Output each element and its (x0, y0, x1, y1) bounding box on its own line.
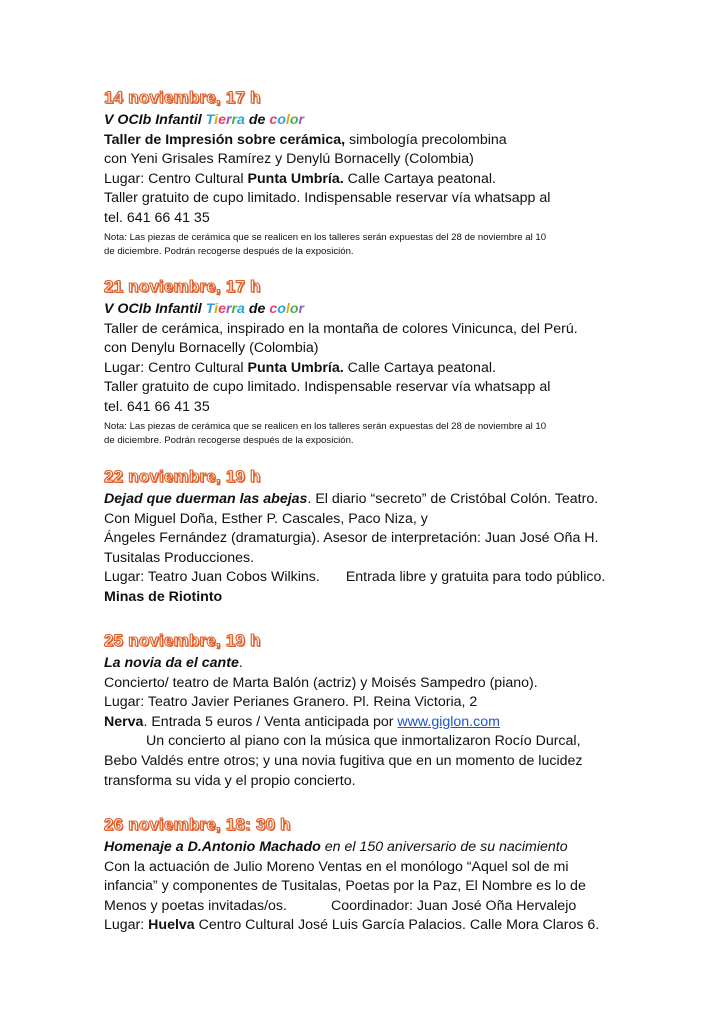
event-description: Taller de cerámica, inspirado en la montaña de colores Vinicunca, del Perú. (104, 320, 578, 337)
series-letter: l (285, 301, 290, 317)
event-tickets: Nerva. Entrada 5 euros / Venta anticipada por www.giglon.com (104, 713, 500, 730)
event-title: Dejad que duerman las abejas. El diario “secreto” de Cristóbal Colón. Teatro. (104, 491, 599, 507)
event-date: 25 noviembre, 19 h (104, 631, 261, 650)
event-note: Nota: Las piezas de cerámica que se realicen en los talleres serán expuestas del 28 de noviembre al 10 (104, 420, 547, 432)
event-cast: Con Miguel Doña, Esther P. Cascales, Paco Niza, y (104, 510, 428, 527)
event-place: Lugar: Centro Cultural Punta Umbría. Calle Cartaya peatonal. (104, 359, 496, 376)
event-with: con Yeni Grisales Ramírez y Denylú Bornacelly (Colombia) (104, 151, 474, 168)
event-place: Lugar: Huelva Centro Cultural José Luis García Palacios. Calle Mora Claros 6. (104, 917, 600, 934)
series-letter: e (218, 301, 226, 317)
event-with: con Denylu Bornacelly (Colombia) (104, 340, 319, 357)
series-letter: o (277, 301, 286, 317)
event-summary: Bebo Valdés entre otros; y una novia fugitiva que en un momento de lucidez (104, 752, 583, 769)
series-letter: T (205, 301, 215, 317)
event-coordinator: Menos y poetas invitadas/os. Coordinador: Juan José Oña Hervalejo (104, 897, 577, 914)
event-credits: Ángeles Fernández (dramaturgia). Asesor de interpretación: Juan José Oña H. (104, 530, 599, 547)
event-26-nov (104, 815, 704, 936)
event-date: 14 noviembre, 17 h (104, 88, 261, 107)
event-25-nov (104, 631, 704, 791)
series-letter: r (298, 301, 305, 317)
event-title: Homenaje a D.Antonio Machado en el 150 aniversario de su nacimiento (104, 839, 568, 855)
series-letter: r (231, 301, 238, 317)
series-letter: r (225, 301, 232, 317)
event-info: Taller gratuito de cupo limitado. Indispensable reservar vía whatsapp al (104, 190, 551, 207)
event-date: 26 noviembre, 18: 30 h (104, 815, 291, 834)
series-letter: r (231, 112, 238, 128)
event-date: 21 noviembre, 17 h (104, 277, 261, 296)
series-letter: o (289, 112, 299, 128)
series-letter: e (218, 112, 226, 128)
event-info: Taller gratuito de cupo limitado. Indispensable reservar vía whatsapp al (104, 379, 551, 396)
series-letter: c (269, 301, 278, 317)
event-22-nov (104, 467, 704, 608)
series-letter: i (214, 301, 219, 317)
series-title: V OCIb Infantil Tierra de color (104, 112, 305, 128)
series-letter: l (285, 112, 290, 128)
series-letter: r (298, 112, 305, 128)
event-date: 22 noviembre, 19 h (104, 467, 261, 486)
event-summary: transforma su vida y el propio concierto. (104, 772, 356, 789)
series-letter: T (205, 112, 215, 128)
event-title: Taller de Impresión sobre cerámica, simbología precolombina (104, 131, 507, 148)
event-title: La novia da el cante. (104, 655, 243, 671)
series-letter: a (237, 112, 245, 128)
event-note: de diciembre. Podrán recogerse después de la exposición. (104, 245, 354, 257)
event-summary: Un concierto al piano con la música que inmortalizaron Rocío Durcal, (146, 733, 581, 750)
event-place: Lugar: Teatro Javier Perianes Granero. Pl. Reina Victoria, 2 (104, 694, 478, 711)
event-note: Nota: Las piezas de cerámica que se realicen en los talleres serán expuestas del 28 de noviembre al 10 (104, 231, 547, 243)
series-letter: i (214, 112, 219, 128)
series-letter: r (225, 112, 232, 128)
series-title: V OCIb Infantil Tierra de color (104, 301, 305, 317)
event-town: Minas de Riotinto (104, 588, 223, 605)
event-description: Concierto/ teatro de Marta Balón (actriz) y Moisés Sampedro (piano). (104, 674, 538, 691)
event-place: Lugar: Centro Cultural Punta Umbría. Calle Cartaya peatonal. (104, 170, 496, 187)
event-14-nov (104, 88, 704, 259)
event-phone: tel. 641 66 41 35 (104, 398, 210, 415)
event-21-nov (104, 277, 704, 448)
event-description: Con la actuación de Julio Moreno Ventas en el monólogo “Aquel sol de mi (104, 858, 569, 875)
giglon-link[interactable]: www.giglon.com (397, 713, 500, 730)
event-producer: Tusitalas Producciones. (104, 549, 255, 566)
series-letter: c (269, 112, 278, 128)
series-letter: a (237, 301, 245, 317)
event-phone: tel. 641 66 41 35 (104, 209, 210, 226)
event-note: de diciembre. Podrán recogerse después de la exposición. (104, 434, 354, 446)
event-description: infancia” y componentes de Tusitalas, Poetas por la Paz, El Nombre es lo de (104, 878, 586, 895)
series-letter: o (289, 301, 299, 317)
event-place: Lugar: Teatro Juan Cobos Wilkins. Entrada libre y gratuita para todo público. (104, 569, 606, 586)
series-letter: o (277, 112, 286, 128)
